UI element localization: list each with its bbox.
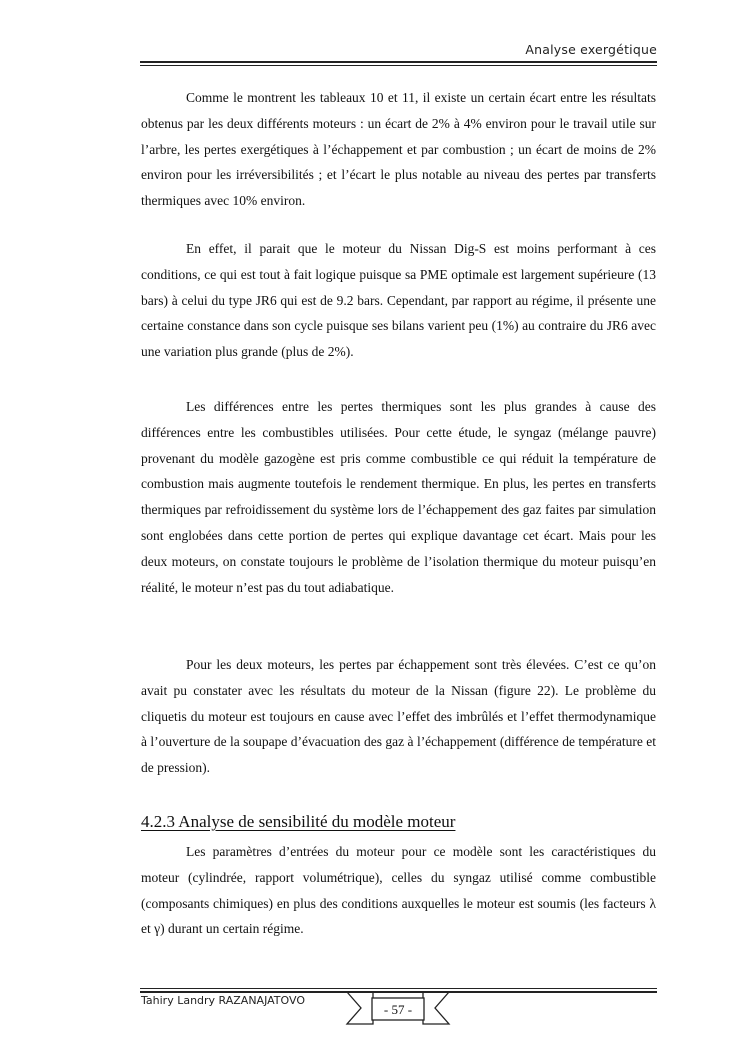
paragraph-4: Pour les deux moteurs, les pertes par échappement sont très élevées. C’est ce qu’on avait pu constater avec les résultats du moteur de la Nissan (figure 22). Le problème du cliquetis du moteur est toujours en cause avec l’effet des imbrûlés et l’effet thermodynamique à l’ouverture de la soupape d’évacuation des gaz à l’échappement (différence de température et de pression). bbox=[141, 657, 656, 776]
paragraph-1: Comme le montrent les tableaux 10 et 11, il existe un certain écart entre les résultats obtenus par les deux différents moteurs : un écart de 2% à 4% environ pour le travail utile sur l’arbre, les pertes exergétiques à l’échappement et par combustion ; un écart de moins de 2% environ pour les irréversibilités ; et l’écart le plus notable au niveau des pertes par transferts thermiques avec 10% environ. bbox=[141, 90, 656, 209]
header-rule-thick bbox=[140, 61, 657, 63]
header-title: Analyse exergétique bbox=[525, 42, 657, 57]
header-rule-thin bbox=[140, 65, 657, 66]
page-number: - 57 - bbox=[383, 1002, 413, 1017]
section-heading: 4.2.3 Analyse de sensibilité du modèle moteur bbox=[141, 812, 456, 831]
footer-rule-thin bbox=[140, 988, 657, 989]
paragraph-2: En effet, il parait que le moteur du Nissan Dig-S est moins performant à ces conditions, ce qui est tout à fait logique puisque sa PME optimale est largement supérieure (13 bars) à celui du type JR6 qui est de 9.2 bars. Cependant, par rapport au régime, il présente une certaine constance dans son cycle puisque ses bilans varient peu (1%) au contraire du JR6 avec une variation plus grande (plus de 2%). bbox=[141, 241, 656, 360]
section-paragraph: Les paramètres d’entrées du moteur pour ce modèle sont les caractéristiques du moteur (cylindrée, rapport volumétrique), celles du syngaz utilisé comme combustible (composants chimiques) en plus des conditions auxquelles le moteur est soumis (les facteurs λ et γ) durant un certain régime. bbox=[141, 844, 656, 937]
paragraph-3: Les différences entre les pertes thermiques sont les plus grandes à cause des différences entre les combustibles utilisées. Pour cette étude, le syngaz (mélange pauvre) provenant du modèle gazogène est pris comme combustible ce qui réduit la température de combustion mais augmente toutefois le rendement thermique. En plus, les pertes en transferts thermiques par refroidissement du système lors de l’échappement des gaz faites par simulation sont englobées dans cette portion de pertes qui explique davantage cet écart. Mais pour les deux moteurs, on constate toujours le problème de l’isolation thermique du moteur puisqu’en réalité, le moteur n’est pas du tout adiabatique. bbox=[141, 399, 656, 595]
footer-author: Tahiry Landry RAZANAJATOVO bbox=[141, 994, 305, 1007]
